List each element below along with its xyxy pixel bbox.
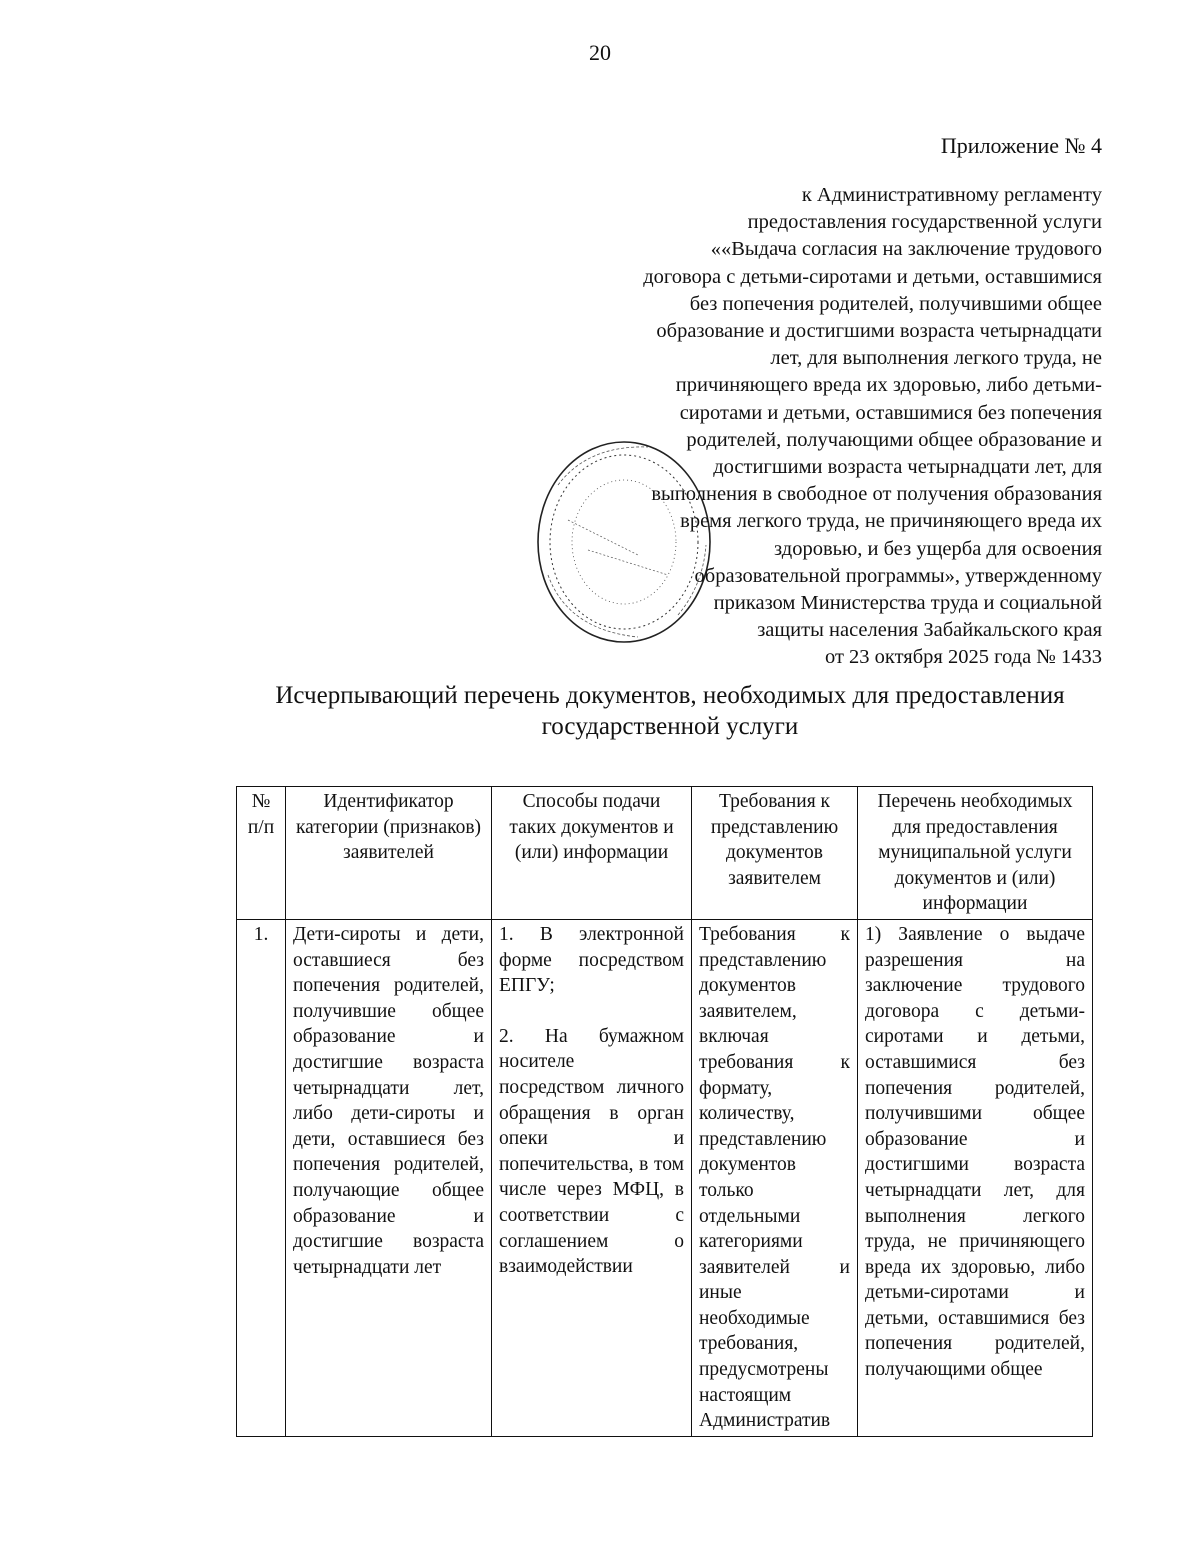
document-title [0,680,1200,742]
cell-number: 1. [237,919,286,1436]
reference-line: ««Выдача согласия на заключение трудового [710,238,1102,261]
method-paper: 2. На бумажном носителе посредством личного обращения в орган опеки и попечительства, в том числе через МФЦ, в соответствии с соглашением о взаимодействии [499,1025,684,1278]
cell-submission-methods [492,919,692,1436]
appendix-title: Приложение № 4 [940,133,1102,158]
reference-line: без попечения родителей, получившими общее [689,292,1102,315]
reference-line: достигшими возраста четырнадцати лет, для [713,456,1102,479]
documents-table [236,786,1093,1437]
reference-line: от 23 октября 2025 года № 1433 [824,646,1102,669]
header-required-documents: Перечень необходимых для предоставления муниципальной услуги документов и (или) информации [858,787,1093,920]
reference-line: к Административному регламенту [801,184,1102,206]
table-row [237,919,1093,1436]
reference-line: предоставления государственной услуги [747,211,1102,234]
reference-line: выполнения в свободное от получения образования [651,483,1102,506]
reference-line: образование и достигшими возраста четырнадцати [656,320,1102,343]
cell-applicant-category: Дети-сироты и дети, оставшиеся без попечения родителей, получившие общее образование и достигшие возраста четырнадцати лет, либо дети-сироты и дети, оставшиеся без попечения родителей, получающие общее образование и достигшие возраста четырнадцати лет [286,919,492,1436]
reference-line: образовательной программы», утвержденному [694,564,1102,587]
reference-line: договора с детьми-сиротами и детьми, оставшимися [643,265,1102,288]
reference-line: время легкого труда, не причиняющего вреда их [680,510,1102,533]
reference-line: лет, для выполнения легкого труда, не [770,347,1102,370]
header-applicant-category: Идентификатор категории (признаков) заявителей [286,787,492,920]
reference-line: здоровью, и без ущерба для освоения [774,537,1102,560]
header-number: № п/п [237,787,286,920]
reference-line: родителей, получающими общее образование и [686,428,1102,451]
reference-line: приказом Министерства труда и социальной [713,592,1102,615]
header-submission-requirements: Требования к представлению документов заявителем [692,787,858,920]
document-title-line-1: Исчерпывающий перечень документов, необходимых для предоставления [275,682,1065,709]
cell-submission-requirements: Требования к представлению документов заявителем, включая требования к формату, количеству, представлению документов только отдельными категориями заявителей и иные необходимые требования, предусмотрены настоящим Административ [692,919,858,1436]
method-electronic: 1. В электронной форме посредством ЕПГУ; [499,923,684,997]
page-number: 20 [589,40,611,65]
reference-line: причиняющего вреда их здоровью, либо детьми- [675,374,1102,397]
regulation-reference [582,182,1102,672]
cell-required-documents: 1) Заявление о выдаче разрешения на заключение трудового договора с детьми-сиротами и детьми, оставшимися без попечения родителей, получившими общее образование и достигшими возраста четырнадцати лет, для выполнения легкого труда, не причиняющего вреда их здоровью, либо детьми-сиротами и детьми, оставшимися без попечения родителей, получающими общее [858,919,1093,1436]
header-submission-methods: Способы подачи таких документов и (или) информации [492,787,692,920]
document-title-line-2: государственной услуги [541,713,799,740]
reference-line: сиротами и детьми, оставшимися без попечения [679,401,1102,424]
table-header-row [237,787,1093,920]
reference-line: защиты населения Забайкальского края [757,619,1102,642]
